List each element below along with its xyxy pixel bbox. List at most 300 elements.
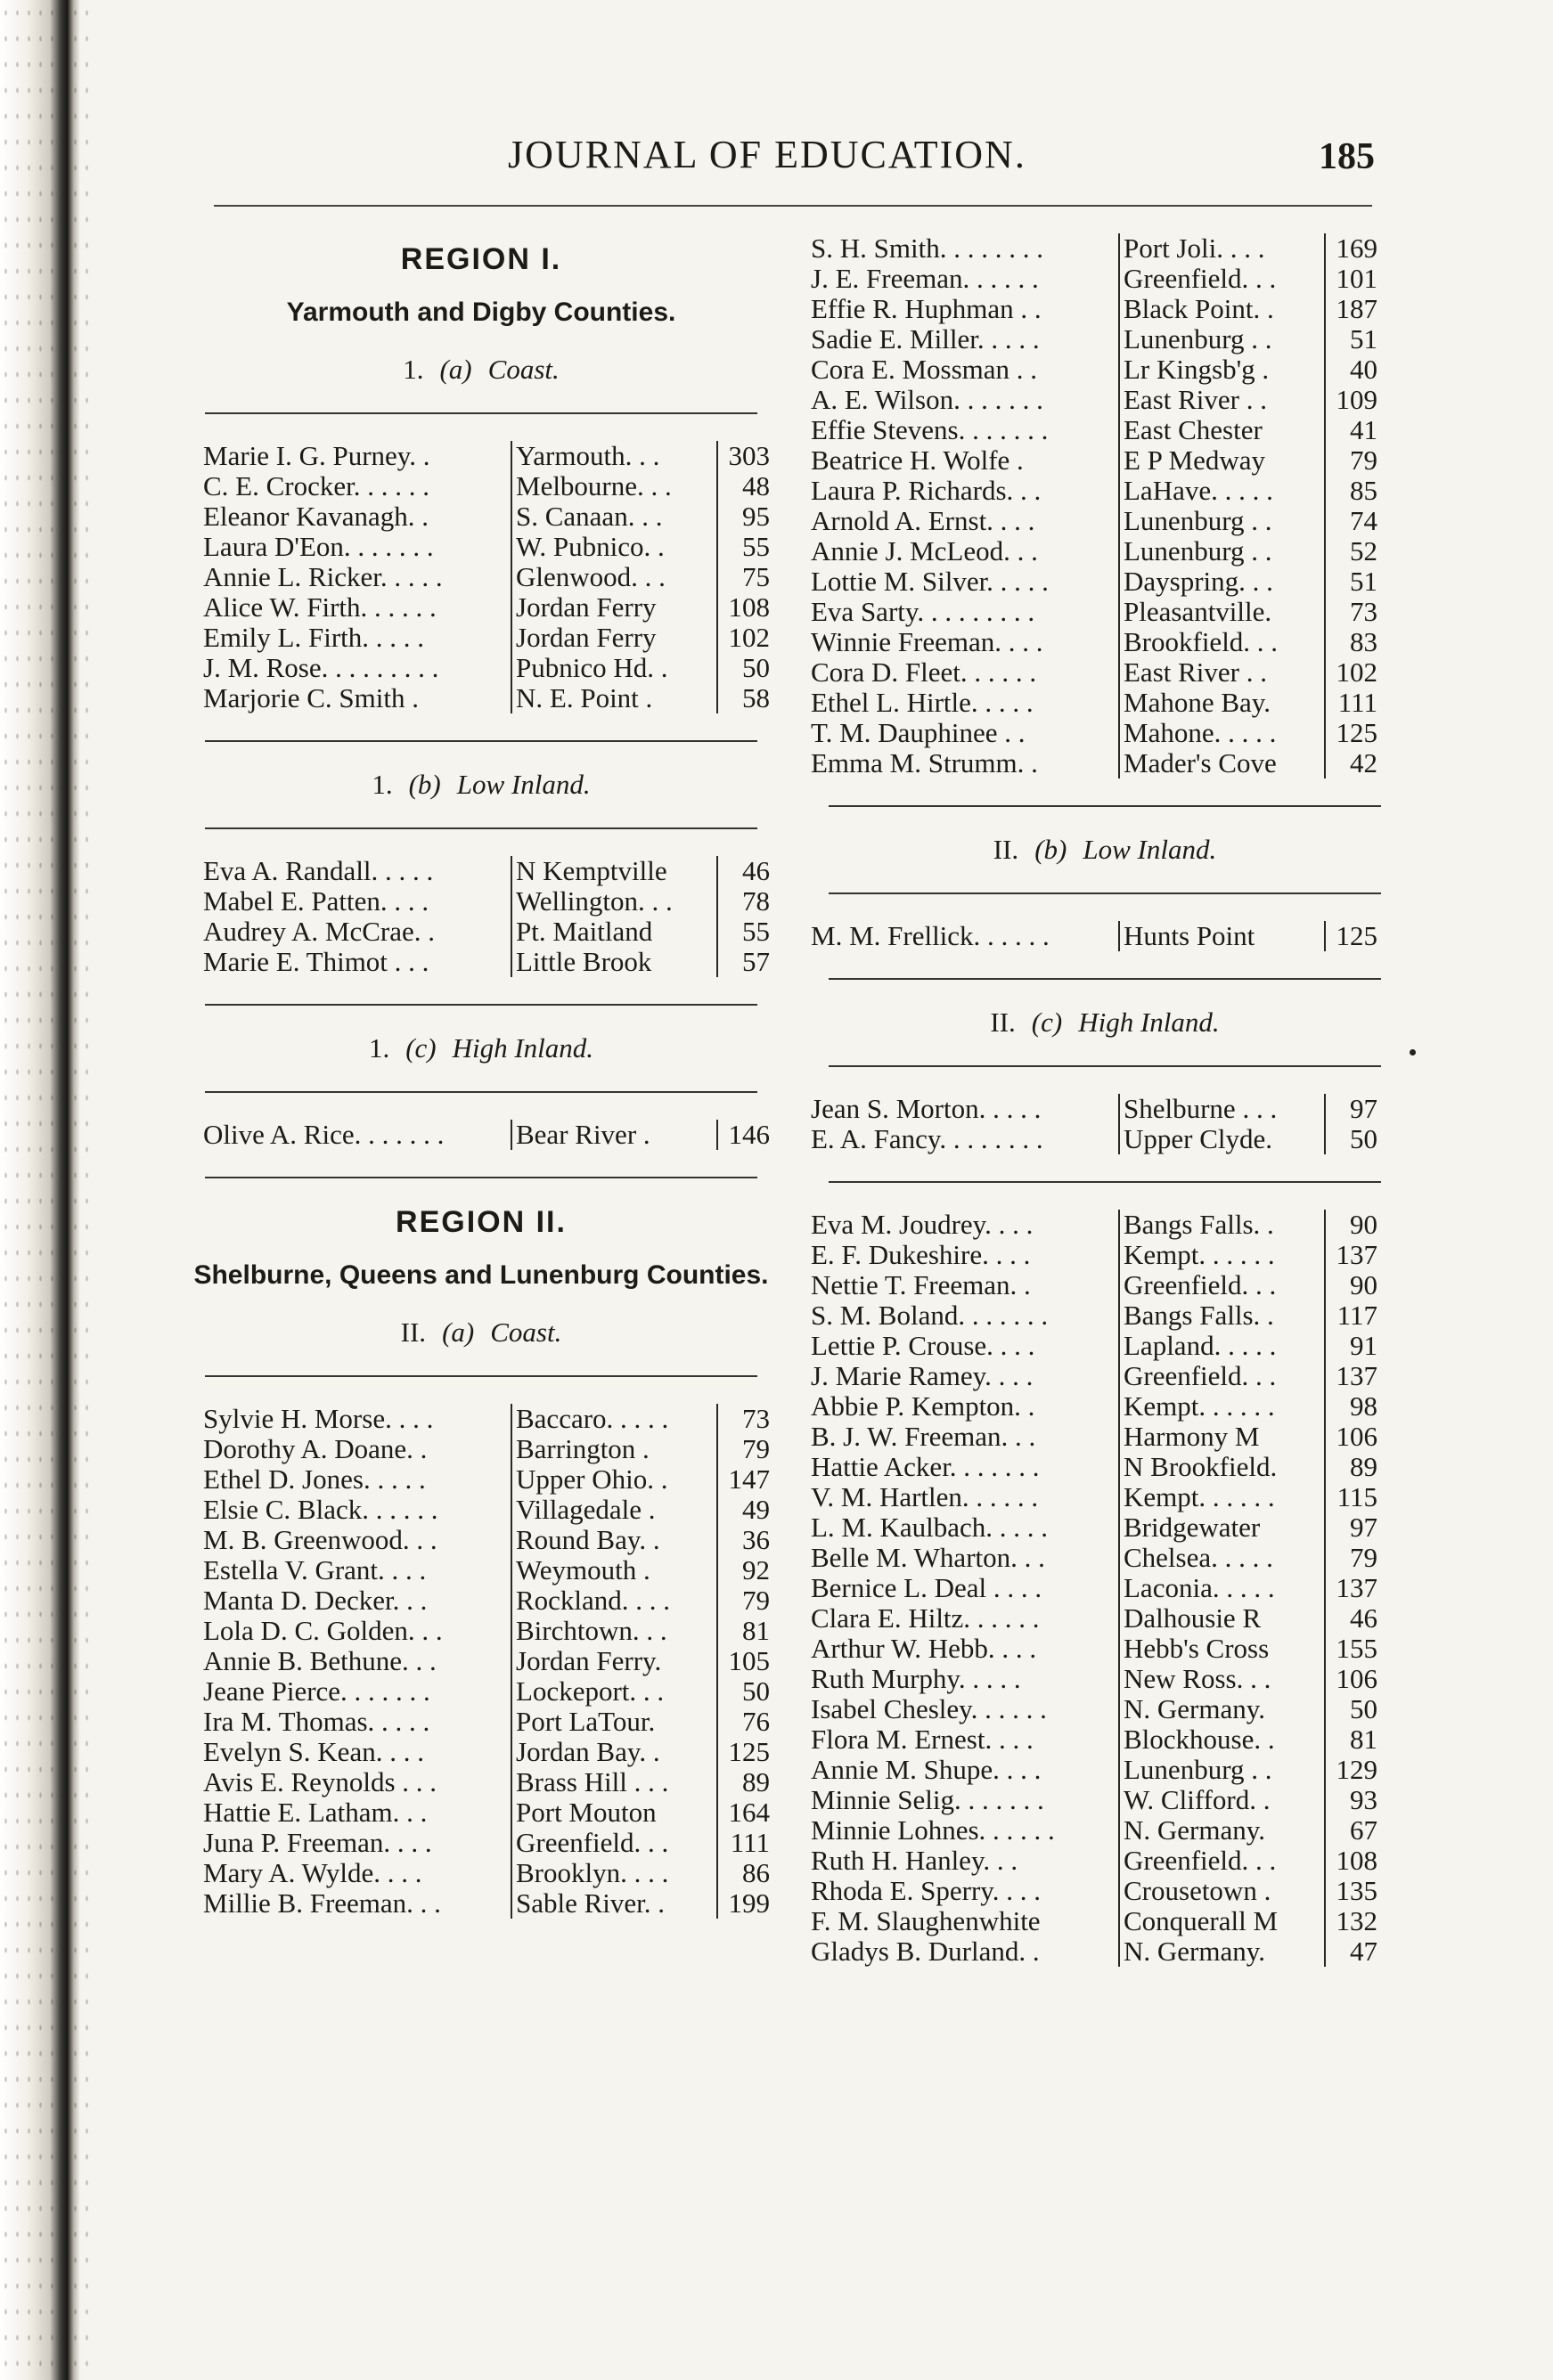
score-value: 85 xyxy=(1325,476,1377,506)
score-value: 58 xyxy=(717,683,770,713)
teacher-name: Alice W. Firth. . . . . . xyxy=(203,592,437,623)
score-value: 97 xyxy=(1325,1094,1377,1124)
table-row xyxy=(203,1616,770,1646)
score-value: 81 xyxy=(717,1616,770,1646)
roster-2a-continued xyxy=(811,233,1377,778)
score-value: 41 xyxy=(1325,415,1377,445)
teacher-name: Ethel L. Hirtle. . . . . xyxy=(811,688,1034,718)
teacher-name: Clara E. Hiltz. . . . . . xyxy=(811,1603,1040,1634)
school-location: Greenfield. . . xyxy=(1119,264,1325,294)
teacher-name: Mabel E. Patten. . . . xyxy=(203,886,429,917)
roster-2c xyxy=(811,1094,1377,1154)
school-location: Melbourne. . . xyxy=(511,471,717,501)
teacher-name: Marie E. Thimot . . . xyxy=(203,947,429,977)
teacher-name: J. E. Freeman. . . . . . xyxy=(811,264,1039,294)
table-row xyxy=(203,1585,770,1616)
teacher-name: Rhoda E. Sperry. . . . xyxy=(811,1876,1042,1906)
school-location: Kempt. . . . . . xyxy=(1119,1391,1325,1422)
score-value: 97 xyxy=(1325,1512,1377,1543)
table-row xyxy=(811,1936,1377,1967)
school-location: Sable River. . xyxy=(511,1888,717,1919)
header-rule xyxy=(214,205,1372,207)
school-location: Glenwood. . . xyxy=(511,562,717,592)
table-row xyxy=(203,1888,770,1919)
score-value: 95 xyxy=(717,501,770,532)
teacher-name: Effie R. Huphman . . xyxy=(811,294,1042,324)
table-row xyxy=(203,501,770,532)
teacher-name: Effie Stevens. . . . . . . xyxy=(811,415,1049,445)
teacher-name: J. M. Rose. . . . . . . . . xyxy=(203,653,439,683)
school-location: Harmony M xyxy=(1119,1422,1325,1452)
subhead-letter: (a) xyxy=(439,354,472,385)
score-value: 57 xyxy=(717,947,770,977)
region-2-subtitle: Shelburne, Queens and Lunenburg Counties. xyxy=(193,1260,769,1290)
table-row xyxy=(811,1391,1377,1422)
subhead-letter: (c) xyxy=(405,1032,437,1064)
roster-2a xyxy=(203,1404,770,1919)
table-row xyxy=(811,536,1377,566)
roster-1c xyxy=(203,1120,770,1150)
score-value: 79 xyxy=(717,1434,770,1464)
table-row xyxy=(811,921,1377,951)
subhead-label: Coast. xyxy=(490,1316,562,1348)
teacher-name: Cora D. Fleet. . . . . . xyxy=(811,657,1037,688)
score-value: 46 xyxy=(717,856,770,886)
score-value: 303 xyxy=(717,441,770,471)
score-value: 125 xyxy=(717,1737,770,1767)
teacher-name: Eva Sarty. . . . . . . . . xyxy=(811,597,1035,627)
divider-rule xyxy=(205,1177,757,1178)
table-row xyxy=(203,1676,770,1707)
teacher-name: Annie B. Bethune. . . xyxy=(203,1646,437,1676)
teacher-name: Olive A. Rice. . . . . . . xyxy=(203,1120,445,1150)
table-row xyxy=(203,917,770,947)
teacher-name: Winnie Freeman. . . . xyxy=(811,627,1043,657)
score-value: 81 xyxy=(1325,1724,1377,1755)
school-location: N. Germany. xyxy=(1119,1694,1325,1724)
subhead-label: High Inland. xyxy=(1078,1007,1220,1038)
table-row xyxy=(811,627,1377,657)
school-location: Port Joli. . . . xyxy=(1119,233,1325,264)
school-location: Lunenburg . . xyxy=(1119,324,1325,355)
score-value: 108 xyxy=(1325,1846,1377,1876)
school-location: Upper Clyde. xyxy=(1119,1124,1325,1154)
teacher-name: Cora E. Mossman . . xyxy=(811,355,1038,385)
table-row xyxy=(811,1512,1377,1543)
table-row xyxy=(811,1785,1377,1815)
school-location: Jordan Ferry xyxy=(511,592,717,623)
score-value: 50 xyxy=(717,1676,770,1707)
teacher-name: Beatrice H. Wolfe . xyxy=(811,445,1024,476)
school-location: Baccaro. . . . . xyxy=(511,1404,717,1434)
school-location: East River . . xyxy=(1119,385,1325,415)
score-value: 50 xyxy=(1325,1124,1377,1154)
table-row xyxy=(203,623,770,653)
score-value: 108 xyxy=(717,592,770,623)
school-location: N Brookfield. xyxy=(1119,1452,1325,1482)
subhead-2c xyxy=(784,1007,1426,1039)
score-value: 137 xyxy=(1325,1573,1377,1603)
region-1 xyxy=(169,242,793,1178)
teacher-name: Hattie E. Latham. . . xyxy=(203,1797,428,1828)
score-value: 91 xyxy=(1325,1331,1377,1361)
score-value: 40 xyxy=(1325,355,1377,385)
teacher-name: Annie J. McLeod. . . xyxy=(811,536,1038,566)
school-location: Upper Ohio. . xyxy=(511,1464,717,1495)
roster-2b xyxy=(811,921,1377,951)
score-value: 169 xyxy=(1325,233,1377,264)
table-row xyxy=(203,592,770,623)
score-value: 146 xyxy=(717,1120,770,1150)
school-location: Villagedale . xyxy=(511,1495,717,1525)
teacher-name: Audrey A. McCrae. . xyxy=(203,917,435,947)
table-row xyxy=(203,562,770,592)
table-row xyxy=(203,1797,770,1828)
score-value: 67 xyxy=(1325,1815,1377,1846)
teacher-name: Eva A. Randall. . . . . xyxy=(203,856,434,886)
table-row xyxy=(811,1482,1377,1512)
divider-rule xyxy=(829,1181,1381,1183)
table-row xyxy=(811,1755,1377,1785)
divider-rule xyxy=(205,1375,757,1377)
score-value: 74 xyxy=(1325,506,1377,536)
divider-rule xyxy=(829,892,1381,894)
school-location: S. Canaan. . . xyxy=(511,501,717,532)
divider-rule xyxy=(205,827,757,829)
table-row xyxy=(811,1300,1377,1331)
score-value: 106 xyxy=(1325,1664,1377,1694)
score-value: 90 xyxy=(1325,1270,1377,1300)
school-location: Bear River . xyxy=(511,1120,717,1150)
table-row xyxy=(203,1858,770,1888)
teacher-name: Ruth Murphy. . . . . xyxy=(811,1664,1021,1694)
school-location: Barrington . xyxy=(511,1434,717,1464)
score-value: 50 xyxy=(1325,1694,1377,1724)
teacher-name: V. M. Hartlen. . . . . . xyxy=(811,1482,1039,1512)
table-row xyxy=(811,445,1377,476)
teacher-name: Estella V. Grant. . . . xyxy=(203,1555,427,1585)
divider-rule xyxy=(205,412,757,414)
school-location: Blockhouse. . xyxy=(1119,1724,1325,1755)
teacher-name: Arnold A. Ernst. . . . xyxy=(811,506,1035,536)
page-number: 185 xyxy=(1319,136,1375,177)
school-location: East Chester xyxy=(1119,415,1325,445)
school-location: Wellington. . . xyxy=(511,886,717,917)
score-value: 115 xyxy=(1325,1482,1377,1512)
score-value: 187 xyxy=(1325,294,1377,324)
table-row xyxy=(811,385,1377,415)
school-location: Jordan Ferry. xyxy=(511,1646,717,1676)
school-location: Hunts Point xyxy=(1119,921,1325,951)
score-value: 55 xyxy=(717,532,770,562)
divider-rule xyxy=(829,805,1381,807)
score-value: 93 xyxy=(1325,1785,1377,1815)
table-row xyxy=(811,1270,1377,1300)
score-value: 137 xyxy=(1325,1361,1377,1391)
table-row xyxy=(811,748,1377,778)
teacher-name: Juna P. Freeman. . . . xyxy=(203,1828,432,1858)
subhead-number: II. xyxy=(990,1007,1016,1038)
subhead-label: Coast. xyxy=(487,354,560,385)
binding-specks xyxy=(0,0,89,2380)
school-location: Port LaTour. xyxy=(511,1707,717,1737)
score-value: 129 xyxy=(1325,1755,1377,1785)
teacher-name: Isabel Chesley. . . . . . xyxy=(811,1694,1047,1724)
divider-rule xyxy=(205,1004,757,1006)
score-value: 73 xyxy=(717,1404,770,1434)
school-location: N. Germany. xyxy=(1119,1936,1325,1967)
subhead-number: 1. xyxy=(368,1032,390,1064)
school-location: Crousetown . xyxy=(1119,1876,1325,1906)
table-row xyxy=(811,1124,1377,1154)
table-row xyxy=(811,324,1377,355)
table-row xyxy=(811,657,1377,688)
subhead-2a xyxy=(169,1316,793,1349)
table-row xyxy=(203,1525,770,1555)
teacher-name: E. F. Dukeshire. . . . xyxy=(811,1240,1031,1270)
score-value: 51 xyxy=(1325,324,1377,355)
score-value: 47 xyxy=(1325,1936,1377,1967)
teacher-name: Emily L. Firth. . . . . xyxy=(203,623,424,653)
school-location: Bangs Falls. . xyxy=(1119,1300,1325,1331)
score-value: 50 xyxy=(717,653,770,683)
score-value: 90 xyxy=(1325,1210,1377,1240)
table-row xyxy=(811,1846,1377,1876)
teacher-name: Manta D. Decker. . . xyxy=(203,1585,428,1616)
score-value: 75 xyxy=(717,562,770,592)
table-row xyxy=(203,683,770,713)
score-value: 101 xyxy=(1325,264,1377,294)
table-row xyxy=(203,653,770,683)
teacher-name: Flora M. Ernest. . . . xyxy=(811,1724,1034,1755)
teacher-name: Jeane Pierce. . . . . . . xyxy=(203,1676,430,1707)
school-location: Jordan Bay. . xyxy=(511,1737,717,1767)
subhead-number: 1. xyxy=(403,354,424,385)
table-row xyxy=(811,294,1377,324)
school-location: Laconia. . . . . xyxy=(1119,1573,1325,1603)
region-2 xyxy=(169,1205,793,1919)
table-row xyxy=(811,506,1377,536)
school-location: Lunenburg . . xyxy=(1119,1755,1325,1785)
school-location: Pt. Maitland xyxy=(511,917,717,947)
table-row xyxy=(811,233,1377,264)
teacher-name: Mary A. Wylde. . . . xyxy=(203,1858,422,1888)
score-value: 92 xyxy=(717,1555,770,1585)
table-row xyxy=(811,355,1377,385)
subhead-1b xyxy=(169,769,793,801)
school-location: Black Point. . xyxy=(1119,294,1325,324)
subhead-label: Low Inland. xyxy=(1083,834,1217,865)
table-row xyxy=(811,597,1377,627)
teacher-name: M. M. Frellick. . . . . . xyxy=(811,921,1050,951)
stray-ink-mark xyxy=(1410,1049,1416,1056)
table-row xyxy=(811,1452,1377,1482)
score-value: 199 xyxy=(717,1888,770,1919)
score-value: 111 xyxy=(717,1828,770,1858)
teacher-name: Lottie M. Silver. . . . . xyxy=(811,566,1049,597)
school-location: E P Medway xyxy=(1119,445,1325,476)
table-row xyxy=(203,441,770,471)
school-location: New Ross. . . xyxy=(1119,1664,1325,1694)
table-row xyxy=(811,1634,1377,1664)
score-value: 49 xyxy=(717,1495,770,1525)
school-location: Rockland. . . . xyxy=(511,1585,717,1616)
table-row xyxy=(811,1664,1377,1694)
school-location: Jordan Ferry xyxy=(511,623,717,653)
table-row xyxy=(203,947,770,977)
school-location: Port Mouton xyxy=(511,1797,717,1828)
school-location: Hebb's Cross xyxy=(1119,1634,1325,1664)
table-row xyxy=(203,1707,770,1737)
score-value: 55 xyxy=(717,917,770,947)
teacher-name: Nettie T. Freeman. . xyxy=(811,1270,1031,1300)
table-row xyxy=(203,856,770,886)
score-value: 106 xyxy=(1325,1422,1377,1452)
teacher-name: Gladys B. Durland. . xyxy=(811,1936,1040,1967)
score-value: 105 xyxy=(717,1646,770,1676)
score-value: 48 xyxy=(717,471,770,501)
school-location: N Kemptville xyxy=(511,856,717,886)
table-row xyxy=(203,471,770,501)
score-value: 46 xyxy=(1325,1603,1377,1634)
table-row xyxy=(811,688,1377,718)
school-location: Brass Hill . . . xyxy=(511,1767,717,1797)
teacher-name: Bernice L. Deal . . . . xyxy=(811,1573,1042,1603)
teacher-name: Belle M. Wharton. . . xyxy=(811,1543,1045,1573)
table-row xyxy=(811,1543,1377,1573)
school-location: W. Clifford. . xyxy=(1119,1785,1325,1815)
table-row xyxy=(203,1120,770,1150)
teacher-name: Eva M. Joudrey. . . . xyxy=(811,1210,1034,1240)
score-value: 51 xyxy=(1325,566,1377,597)
divider-rule xyxy=(829,978,1381,980)
school-location: Kempt. . . . . . xyxy=(1119,1482,1325,1512)
teacher-name: Jean S. Morton. . . . . xyxy=(811,1094,1042,1124)
teacher-name: Emma M. Strumm. . xyxy=(811,748,1038,778)
table-row xyxy=(811,1906,1377,1936)
teacher-name: Eleanor Kavanagh. . xyxy=(203,501,429,532)
subhead-number: 1. xyxy=(372,769,393,800)
score-value: 155 xyxy=(1325,1634,1377,1664)
teacher-name: Marjorie C. Smith . xyxy=(203,683,419,713)
score-value: 79 xyxy=(1325,1543,1377,1573)
table-row xyxy=(203,1646,770,1676)
school-location: Brookfield. . . xyxy=(1119,627,1325,657)
roster-1b xyxy=(203,856,770,977)
teacher-name: E. A. Fancy. . . . . . . . xyxy=(811,1124,1043,1154)
right-column xyxy=(784,233,1426,1967)
school-location: Lunenburg . . xyxy=(1119,506,1325,536)
teacher-name: A. E. Wilson. . . . . . . xyxy=(811,385,1043,415)
score-value: 36 xyxy=(717,1525,770,1555)
region-1-title: REGION I. xyxy=(400,242,562,276)
region-2-title: REGION II. xyxy=(396,1205,567,1239)
teacher-name: Lola D. C. Golden. . . xyxy=(203,1616,443,1646)
school-location: N. E. Point . xyxy=(511,683,717,713)
teacher-name: S. H. Smith. . . . . . . . xyxy=(811,233,1043,264)
subhead-1c xyxy=(169,1032,793,1064)
score-value: 109 xyxy=(1325,385,1377,415)
score-value: 137 xyxy=(1325,1240,1377,1270)
school-location: N. Germany. xyxy=(1119,1815,1325,1846)
score-value: 89 xyxy=(717,1767,770,1797)
table-row xyxy=(203,1737,770,1767)
school-location: Bridgewater xyxy=(1119,1512,1325,1543)
score-value: 86 xyxy=(717,1858,770,1888)
teacher-name: J. Marie Ramey. . . . xyxy=(811,1361,1034,1391)
subhead-letter: (b) xyxy=(408,769,441,800)
score-value: 164 xyxy=(717,1797,770,1828)
divider-rule xyxy=(829,1065,1381,1067)
table-row xyxy=(811,1603,1377,1634)
teacher-name: B. J. W. Freeman. . . xyxy=(811,1422,1036,1452)
table-row xyxy=(811,566,1377,597)
teacher-name: Dorothy A. Doane. . xyxy=(203,1434,428,1464)
teacher-name: L. M. Kaulbach. . . . . xyxy=(811,1512,1049,1543)
teacher-name: Annie L. Ricker. . . . . xyxy=(203,562,443,592)
table-row xyxy=(203,1555,770,1585)
page-header xyxy=(508,132,1399,189)
school-location: Greenfield. . . xyxy=(1119,1361,1325,1391)
school-location: Birchtown. . . xyxy=(511,1616,717,1646)
table-row xyxy=(811,1331,1377,1361)
score-value: 89 xyxy=(1325,1452,1377,1482)
school-location: Greenfield. . . xyxy=(511,1828,717,1858)
school-location: Yarmouth. . . xyxy=(511,441,717,471)
score-value: 98 xyxy=(1325,1391,1377,1422)
score-value: 79 xyxy=(717,1585,770,1616)
table-row xyxy=(811,415,1377,445)
school-location: Mahone Bay. xyxy=(1119,688,1325,718)
subhead-number: II. xyxy=(993,834,1019,865)
school-location: Chelsea. . . . . xyxy=(1119,1543,1325,1573)
table-row xyxy=(811,1573,1377,1603)
score-value: 102 xyxy=(717,623,770,653)
teacher-name: Hattie Acker. . . . . . . xyxy=(811,1452,1040,1482)
table-row xyxy=(203,1434,770,1464)
school-location: Dalhousie R xyxy=(1119,1603,1325,1634)
teacher-name: Ruth H. Hanley. . . xyxy=(811,1846,1018,1876)
subhead-label: High Inland. xyxy=(452,1032,594,1064)
teacher-name: Minnie Selig. . . . . . . xyxy=(811,1785,1044,1815)
teacher-name: Ethel D. Jones. . . . . xyxy=(203,1464,426,1495)
school-location: Dayspring. . . xyxy=(1119,566,1325,597)
teacher-name: Marie I. G. Purney. . xyxy=(203,441,430,471)
score-value: 132 xyxy=(1325,1906,1377,1936)
school-location: Mader's Cove xyxy=(1119,748,1325,778)
subhead-number: II. xyxy=(400,1316,427,1348)
roster-2c-continued xyxy=(811,1210,1377,1967)
score-value: 102 xyxy=(1325,657,1377,688)
table-row xyxy=(811,1422,1377,1452)
teacher-name: Elsie C. Black. . . . . . xyxy=(203,1495,438,1525)
table-row xyxy=(203,886,770,917)
teacher-name: M. B. Greenwood. . . xyxy=(203,1525,437,1555)
school-location: East River . . xyxy=(1119,657,1325,688)
table-row xyxy=(203,1828,770,1858)
left-column xyxy=(169,233,793,1919)
school-location: Conquerall M xyxy=(1119,1906,1325,1936)
school-location: Greenfield. . . xyxy=(1119,1270,1325,1300)
table-row xyxy=(203,1495,770,1525)
score-value: 78 xyxy=(717,886,770,917)
teacher-name: S. M. Boland. . . . . . . xyxy=(811,1300,1049,1331)
roster-1a xyxy=(203,441,770,713)
table-row xyxy=(811,1694,1377,1724)
score-value: 52 xyxy=(1325,536,1377,566)
table-row xyxy=(811,1094,1377,1124)
school-location: Weymouth . xyxy=(511,1555,717,1585)
